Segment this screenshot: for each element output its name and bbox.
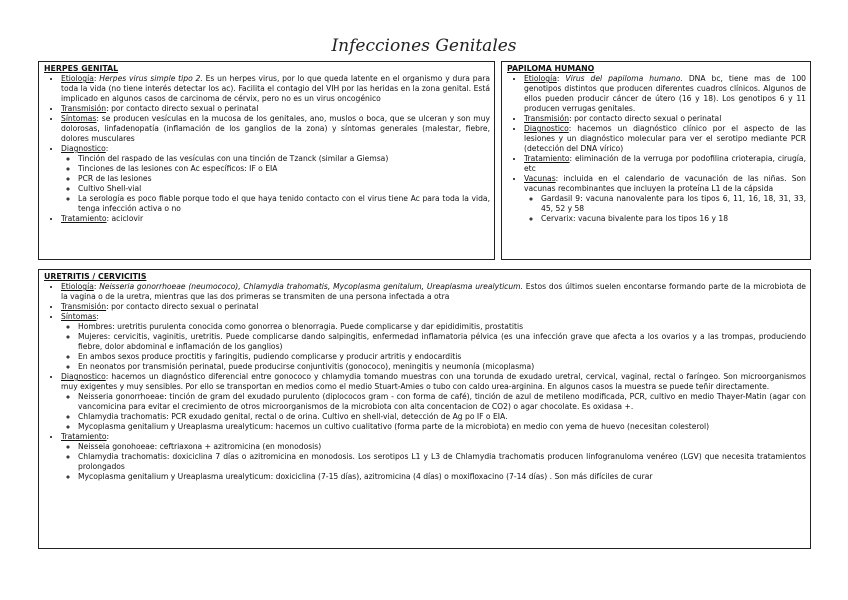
list-item: • Diagnostico: ◦ Tinción del raspado de las vesículas con una tinción de Tzanck (similar a Giemsa) ◦ Tinciones de las lesiones con Ac específicos: IF o EIA ◦ PCR de las lesiones ◦ Cultivo Shell-vial ◦ La serología es poco fiable porque todo el que haya tenido contacto con el virus tiene Ac para toda la vida, tenga infección activa o no — [61, 144, 490, 214]
item-label: Tratamiento — [61, 214, 107, 223]
page-title: Infecciones Genitales — [331, 36, 517, 56]
item-text: hacemos un diagnóstico clínico por el aspecto de las lesiones y un diagnóstico molecular para ver el serotipo mediante PCR (detección del DNA vírico) — [524, 124, 806, 153]
italic-text: Herpes virus simple tipo 2. — [99, 74, 203, 83]
sub-item: ◦ Tinciones de las lesiones con Ac específicos: IF o EIA — [78, 164, 490, 174]
item-text: incluida en el calendario de vacunación de las niñas. Son vacunas recombinantes que incluyen la proteína L1 de la cápsida — [524, 174, 806, 193]
item-label: Tratamiento — [524, 154, 570, 163]
sub-item: ◦ Tinción del raspado de las vesículas con una tinción de Tzanck (similar a Giemsa) — [78, 154, 490, 164]
sub-item: ◦ En ambos sexos produce proctitis y faringitis, pudiendo complicarse y producir artritis y endocarditis — [78, 352, 806, 362]
papiloma-section — [501, 61, 811, 260]
sub-item: ◦ Gardasil 9: vacuna nanovalente para los tipos 6, 11, 16, 18, 31, 33, 45, 52 y 58 — [541, 194, 806, 214]
item-label: Síntomas — [61, 312, 97, 321]
list-item: • Tratamiento: ◦ Neisseia gonohoeae: ceftriaxona + azitromicina (en monodosis) ◦ Chlamydia trachomatis: doxiciclina 7 días o azitromicina en monodosis. Los serotipos L1 y L3 de Chlamydia trachomatis producen linfogranuloma venéreo (LGV) que necesita tratamientos prolongados ◦ Mycoplasma genitalium y Ureaplasma urealyticum: doxiciclina (7-15 días), azitromicina (4 días) o moxifloxacino (7-14 días) . Son más difíciles de curar — [61, 432, 806, 482]
herpes-section — [38, 61, 495, 260]
list-item: • Transmisión: por contacto directo sexual o perinatal — [524, 114, 806, 124]
sub-item: ◦ Chlamydia trachomatis: PCR exudado genital, rectal o de orina. Cultivo en shell-vial, detección de Ag po IF o EIA. — [78, 412, 806, 422]
item-text: Es un herpes virus, por lo que queda latente en el organismo y dura para toda la vida (no tiene interés detectar los ac). Facilita el contagio del VIH por las heridas en la zona genital. Está implicado en algunos casos de carcinoma de cérvix, pero no es un virus oncogénico — [61, 74, 490, 103]
sub-item: ◦ PCR de las lesiones — [78, 174, 490, 184]
item-label: Etiología — [61, 282, 94, 291]
sub-item: ◦ Mycoplasma genitalium y Ureaplasma urealyticum: hacemos un cultivo cualitativo (forma parte de la microbiota) en medio con yema de huevo (necesitan colesterol) — [78, 422, 806, 432]
sub-list — [524, 194, 806, 224]
sub-item: ◦ Neisseia gonohoeae: ceftriaxona + azitromicina (en monodosis) — [78, 442, 806, 452]
sub-item: ◦ Mujeres: cervicitis, vaginitis, uretritis. Puede complicarse dando salpingitis, enfermedad inflamatoria pélvica (es una infección grave que afecta a los ovarios y a las trompas, produciendo fiebre, dolor abdominal e inflamación de los ganglios) — [78, 332, 806, 352]
item-text: hacemos un diagnóstico diferencial entre gonococo y chlamydia tomando muestras con una torunda de exudado uretral, cervical, vaginal, rectal o faríngeo. Son microorganismos muy exigentes y muy sensibles. Por ello se transportan en medios como el medio Stuart-Amies o tubo con caldo urea-arginina. En algunos casos la muestra se puede teñir directamente. — [61, 372, 806, 391]
sub-list — [61, 392, 806, 432]
item-label: Etiología — [524, 74, 557, 83]
herpes-heading: HERPES GENITAL — [44, 64, 119, 73]
sub-item: ◦ Chlamydia trachomatis: doxiciclina 7 días o azitromicina en monodosis. Los serotipos L1 y L3 de Chlamydia trachomatis producen linfogranuloma venéreo (LGV) que necesita tratamientos prolongados — [78, 452, 806, 472]
item-label: Diagnostico — [61, 372, 106, 381]
uretritis-section — [38, 269, 811, 549]
item-text: por contacto directo sexual o perinatal — [111, 104, 259, 113]
sub-item: ◦ Neisseria gonorrhoeae: tinción de gram del exudado purulento (diplococos gram - con forma de café), tinción de azul de metileno modificada, PCR, cultivo en medio Thayer-Matin (agar con vancomicina para evitar el crecimiento de otros microorganismos de la microbiota con alta concentacion de CO2) o agar chocolate. Es oxidasa +. — [78, 392, 806, 412]
uretritis-heading: URETRITIS / CERVICITIS — [44, 272, 147, 281]
item-label: Diagnostico — [524, 124, 569, 133]
sub-list — [61, 442, 806, 482]
sub-item: ◦ La serología es poco fiable porque todo el que haya tenido contacto con el virus tiene Ac para toda la vida, tenga infección activa o no — [78, 194, 490, 214]
sub-item: ◦ Hombres: uretritis purulenta conocida como gonorrea o blenorragia. Puede complicarse y dar epididimitis, prostatitis — [78, 322, 806, 332]
item-label: Transmisión — [61, 302, 107, 311]
herpes-list — [44, 74, 490, 224]
item-label: Transmisión — [61, 104, 107, 113]
item-text: se producen vesículas en la mucosa de los genitales, ano, muslos o boca, que se ulceran y son muy dolorosas, linfadenopatía (inflamación de los ganglios de la zona) y síntomas generales (malestar, fiebre, dolores musculares — [61, 114, 491, 143]
sub-item: ◦ Mycoplasma genitalium y Ureaplasma urealyticum: doxiciclina (7-15 días), azitromicina (4 días) o moxifloxacino (7-14 días) . Son más difíciles de curar — [78, 472, 806, 482]
list-item: • Síntomas: ◦ Hombres: uretritis purulenta conocida como gonorrea o blenorragia. Puede complicarse y dar epididimitis, prostatitis ◦ Mujeres: cervicitis, vaginitis, uretritis. Puede complicarse dando salpingitis, enfermedad inflamatoria pélvica (es una infección grave que afecta a los ovarios y a las trompas, produciendo fiebre, dolor abdominal e inflamación de los ganglios) ◦ En ambos sexos produce proctitis y faringitis, pudiendo complicarse y producir artritis y endocarditis ◦ En neonatos por transmisión perinatal, puede producirse conjuntivitis (gonococo), meningitis y neumonía (micoplasma) — [61, 312, 806, 372]
italic-text: Virus del papiloma humano. — [565, 74, 683, 83]
item-label: Tratamiento — [61, 432, 107, 441]
item-label: Síntomas — [61, 114, 97, 123]
list-item: • Transmisión: por contacto directo sexual o perinatal — [61, 104, 490, 114]
item-text: Estos dos últimos suelen encontarse formando parte de la microbiota de la vagina o de la uretra, mientras que las dos primeras se transmiten de una persona infectada a otra — [61, 282, 806, 301]
list-item: • Transmisión: por contacto directo sexual o perinatal — [61, 302, 806, 312]
papiloma-heading: PAPILOMA HUMANO — [507, 64, 595, 73]
item-text: DNA bc, tiene mas de 100 genotipos distintos que producen diferentes cuadros clínicos. Algunos de ellos pueden producir cáncer de útero (16 y 18). Los genotipos 6 y 11 producen verrugas genitales. — [524, 74, 806, 113]
sub-item: ◦ Cervarix: vacuna bivalente para los tipos 16 y 18 — [541, 214, 806, 224]
item-text: por contacto directo sexual o perinatal — [111, 302, 259, 311]
list-item: • Etiología: Neisseria gonorrhoeae (neumococo), Chlamydia trahomatis, Mycoplasma genitalum, Ureaplasma urealyticum. Estos dos últimos suelen encontarse formando parte de la microbiota de la vagina o de la uretra, mientras que las dos primeras se transmiten de una persona infectada a otra — [61, 282, 806, 302]
sub-list — [61, 154, 490, 214]
sub-item: ◦ Cultivo Shell-vial — [78, 184, 490, 194]
list-item: • Diagnostico: hacemos un diagnóstico diferencial entre gonococo y chlamydia tomando muestras con una torunda de exudado uretral, cervical, vaginal, rectal o faríngeo. Son microorganismos muy exigentes y muy sensibles. Por ello se transportan en medios como el medio Stuart-Amies o tubo con caldo urea-arginina. En algunos casos la muestra se puede teñir directamente. ◦ Neisseria gonorrhoeae: tinción de gram del exudado purulento (diplococos gram - con forma de café), tinción de azul de metileno modificada, PCR, cultivo en medio Thayer-Matin (agar con vancomicina para evitar el crecimiento de otros microorganismos de la microbiota con alta concentacion de CO2) o agar chocolate. Es oxidasa +. ◦ Chlamydia trachomatis: PCR exudado genital, rectal o de orina. Cultivo en shell-vial, detección de Ag po IF o EIA. ◦ Mycoplasma genitalium y Ureaplasma urealyticum: hacemos un cultivo cualitativo (forma parte de la microbiota) en medio con yema de huevo (necesitan colesterol) — [61, 372, 806, 432]
item-label: Etiología — [61, 74, 94, 83]
sub-item: ◦ En neonatos por transmisión perinatal, puede producirse conjuntivitis (gonococo), meningitis y neumonía (micoplasma) — [78, 362, 806, 372]
list-item: • Tratamiento: aciclovir — [61, 214, 490, 224]
item-label: Transmisión — [524, 114, 570, 123]
italic-text: Neisseria gonorrhoeae (neumococo), Chlamydia trahomatis, Mycoplasma genitalum, Ureaplasma urealyticum. — [99, 282, 523, 291]
item-text: aciclovir — [111, 214, 144, 223]
papiloma-list — [507, 74, 806, 224]
list-item: • Vacunas: incluida en el calendario de vacunación de las niñas. Son vacunas recombinantes que incluyen la proteína L1 de la cápsida ◦ Gardasil 9: vacuna nanovalente para los tipos 6, 11, 16, 18, 31, 33, 45, 52 y 58 ◦ Cervarix: vacuna bivalente para los tipos 16 y 18 — [524, 174, 806, 224]
uretritis-list — [44, 282, 806, 482]
list-item: • Síntomas: se producen vesículas en la mucosa de los genitales, ano, muslos o boca, que se ulceran y son muy dolorosas, linfadenopatía (inflamación de los ganglios de la zona) y síntomas generales (malestar, fiebre, dolores musculares — [61, 114, 490, 144]
list-item: • Etiología: Herpes virus simple tipo 2. Es un herpes virus, por lo que queda latente en el organismo y dura para toda la vida (no tiene interés detectar los ac). Facilita el contagio del VIH por las heridas en la zona genital. Está implicado en algunos casos de carcinoma de cérvix, pero no es un virus oncogénico — [61, 74, 490, 104]
list-item: • Diagnostico: hacemos un diagnóstico clínico por el aspecto de las lesiones y un diagnóstico molecular para ver el serotipo mediante PCR (detección del DNA vírico) — [524, 124, 806, 154]
item-label: Vacunas — [524, 174, 556, 183]
list-item: • Etiología: Virus del papiloma humano. DNA bc, tiene mas de 100 genotipos distintos que producen diferentes cuadros clínicos. Algunos de ellos pueden producir cáncer de útero (16 y 18). Los genotipos 6 y 11 producen verrugas genitales. — [524, 74, 806, 114]
list-item: • Tratamiento: eliminación de la verruga por podofilina crioterapia, cirugía, etc — [524, 154, 806, 174]
item-text: por contacto directo sexual o perinatal — [574, 114, 722, 123]
item-label: Diagnostico — [61, 144, 106, 153]
sub-list — [61, 322, 806, 372]
item-text: eliminación de la verruga por podofilina crioterapia, cirugía, etc — [524, 154, 806, 173]
